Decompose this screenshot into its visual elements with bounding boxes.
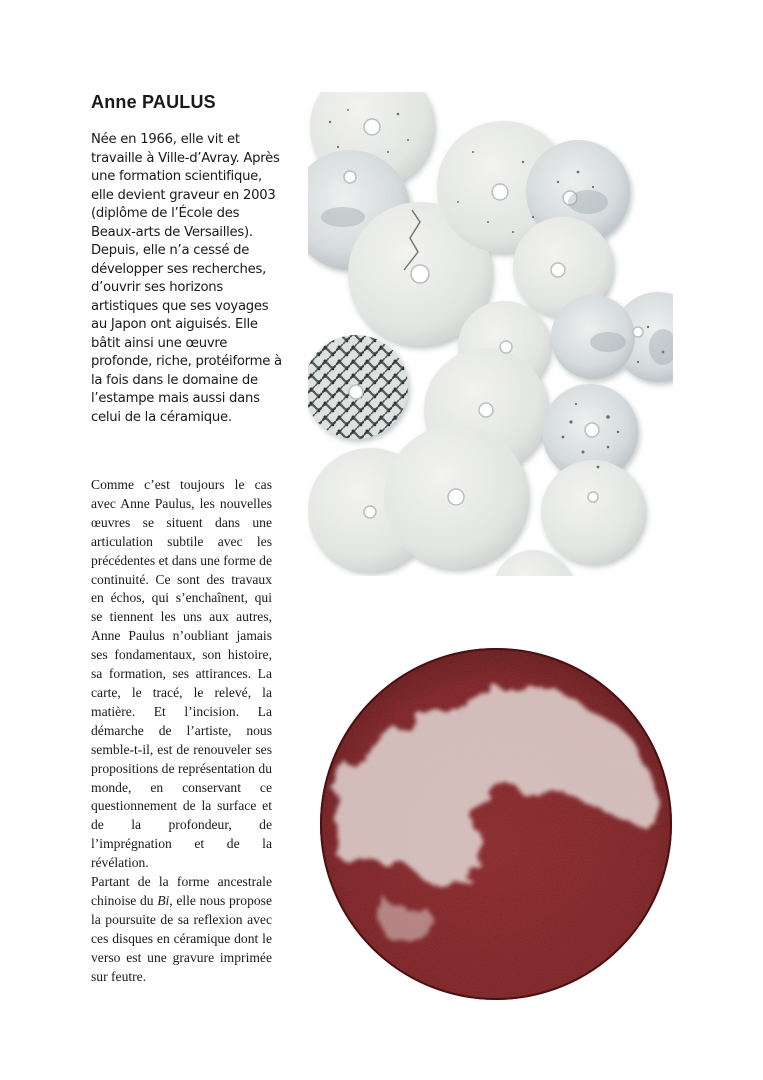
essay-paragraph-2-start: Partant de la forme ancestrale chinoise du <box>91 874 272 908</box>
essay-paragraph-2 <box>91 873 272 986</box>
ceramic-disc <box>541 460 645 564</box>
essay-bi-term: Bi <box>157 892 170 908</box>
felt-print-illustration <box>318 640 674 1008</box>
essay-paragraph-2-end: , elle nous propose la poursuite de sa reflexion avec ces disques en céramique dont le verso est une gravure imprimée sur feutre. <box>91 892 272 984</box>
essay-text <box>91 476 272 986</box>
artist-name-heading: Anne PAULUS <box>91 92 216 112</box>
ceramic-discs-illustration <box>308 92 673 576</box>
essay-paragraph-1: Comme c’est toujours le cas avec Anne Paulus, les nouvelles œuvres se situent dans une articulation subtile avec les précédentes et dans une forme de continuité. Ce sont des travaux en échos, qui s’enchaînent, qui se tiennent les uns aux autres, Anne Paulus n’oubliant jamais ses fondamentaux, son histoire, sa formation, ses attirances. La carte, le tracé, le relevé, la matière. Et l’incision. La démarche de l’artiste, nous semble-t-il, est de renouveler ses propositions de représentation du monde, en conservant ce questionnement de la surface et de la profondeur, de l’imprégnation et de la révélation. <box>91 477 272 871</box>
ceramic-discs-photo <box>308 92 673 576</box>
felt-print-photo <box>318 640 674 1008</box>
artist-biography: Née en 1966, elle vit et travaille à Ville-d’Avray. Après une formation scientifique, elle devient graveur en 2003 (diplôme de l’École des Beaux-arts de Versailles). Depuis, elle n’a cessé de développer ses recherches, d’ouvrir ses horizons artistiques que ses voyages au Japon ont aiguisés. Elle bâtit ainsi une œuvre profonde, riche, protéiforme à la fois dans le domaine de l’estampe mais aussi dans celui de la céramique. <box>91 132 282 425</box>
ceramic-disc <box>493 550 573 576</box>
